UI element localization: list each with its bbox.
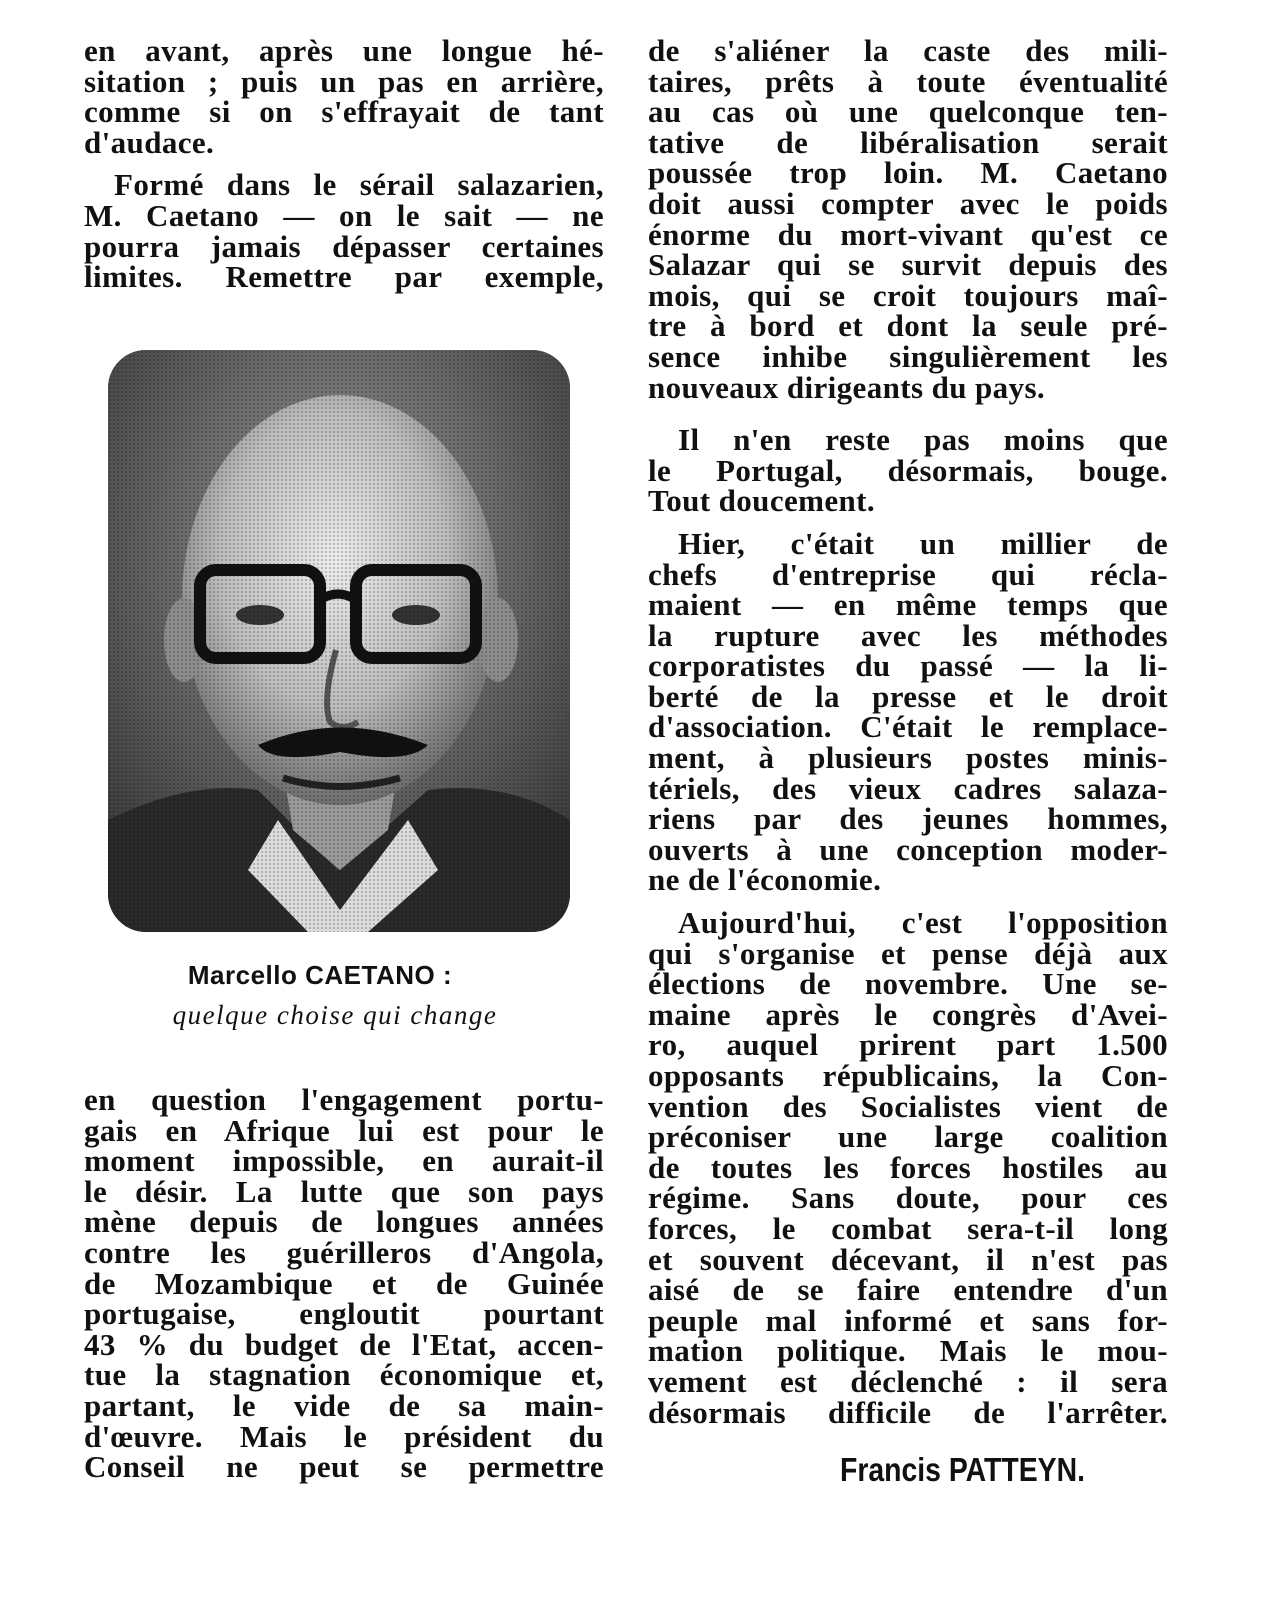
text-line: portugaise, engloutit pourtant — [84, 1296, 604, 1332]
author-signature: Francis PATTEYN. — [840, 1451, 1085, 1488]
text-line: 43 % du budget de l'Etat, accen- — [84, 1326, 604, 1362]
text-line: mation politique. Mais le mou- — [648, 1333, 1168, 1369]
text-line: ment, à plusieurs postes minis- — [648, 740, 1168, 776]
text-line: d'association. C'était le remplace- — [648, 709, 1168, 745]
text-line: corporatistes du passé — la li- — [648, 648, 1168, 684]
text-line: peuple mal informé et sans for- — [648, 1302, 1168, 1338]
text-line: partant, le vide de sa main- — [84, 1387, 604, 1423]
photo-caption-subtitle: quelque choise qui change — [172, 1000, 498, 1030]
paragraph — [648, 525, 1168, 898]
text-line: chefs d'entreprise qui récla- — [648, 556, 1168, 592]
text-line: sitation ; puis un pas en arrière, — [84, 63, 604, 99]
left-column-top — [84, 33, 604, 295]
text-line: berté de la presse et le droit — [648, 678, 1168, 714]
text-line: riens par des jeunes hommes, — [648, 801, 1168, 837]
paragraph — [84, 167, 604, 295]
paragraph — [648, 422, 1168, 519]
text-line: le désir. La lutte que son pays — [84, 1173, 604, 1209]
text-line: d'audace. — [84, 124, 215, 160]
text-line: et souvent décevant, il n'est pas — [648, 1241, 1168, 1277]
left-column-bottom — [84, 1082, 604, 1485]
text-line: la rupture avec les méthodes — [648, 617, 1168, 653]
text-line: tériels, des vieux cadres salaza- — [648, 770, 1168, 806]
text-line: M. Caetano — on le sait — ne — [84, 197, 604, 233]
text-line: ne de l'économie. — [648, 862, 882, 898]
text-line: mois, qui se croit toujours maî- — [648, 277, 1168, 313]
text-line: énorme du mort-vivant qu'est ce — [648, 216, 1168, 252]
right-column — [648, 33, 1168, 1430]
text-line: contre les guérilleros d'Angola, — [84, 1234, 604, 1270]
text-line: en avant, après une longue hé- — [84, 33, 604, 68]
text-line: taires, prêts à toute éventualité — [648, 63, 1168, 99]
text-line: d'œuvre. Mais le président du — [84, 1418, 604, 1454]
text-line: préconiser une large coalition — [648, 1119, 1168, 1155]
text-line: Aujourd'hui, c'est l'opposition — [678, 905, 1168, 941]
text-line: ro, auquel prirent part 1.500 — [648, 1027, 1168, 1063]
portrait-illustration — [108, 350, 570, 932]
text-line: forces, le combat sera-t-il long — [648, 1210, 1168, 1246]
text-line: mène depuis de longues années — [84, 1204, 604, 1240]
text-line: nouveaux dirigeants du pays. — [648, 369, 1046, 405]
text-line: Tout doucement. — [648, 483, 876, 519]
text-line: de toutes les forces hostiles au — [648, 1149, 1168, 1185]
text-line: au cas où une quelconque ten- — [648, 94, 1168, 130]
text-line: opposants républicains, la Con- — [648, 1058, 1168, 1093]
text-line: vention des Socialistes vient de — [648, 1088, 1168, 1124]
paragraph — [648, 905, 1168, 1430]
paragraph — [84, 1082, 604, 1485]
text-line: maine après le congrès d'Avei- — [648, 996, 1168, 1032]
text-line: tre à bord et dont la seule pré- — [648, 308, 1168, 344]
text-line: de s'aliéner la caste des mili- — [648, 33, 1168, 68]
text-line: Il n'en reste pas moins que — [678, 422, 1168, 458]
paragraph — [84, 33, 604, 160]
text-line: vement est déclenché : il sera — [648, 1363, 1168, 1399]
text-line: poussée trop loin. M. Caetano — [648, 155, 1168, 191]
text-line: qui s'organise et pense déjà aux — [648, 935, 1168, 971]
paragraph — [648, 33, 1168, 405]
text-line: maient — en même temps que — [648, 587, 1168, 623]
text-line: Conseil ne peut se permettre — [84, 1449, 604, 1485]
text-line: doit aussi compter avec le poids — [648, 185, 1168, 221]
text-line: le Portugal, désormais, bouge. — [648, 452, 1168, 488]
portrait-photo — [108, 350, 570, 932]
text-line: tue la stagnation économique et, — [84, 1357, 604, 1393]
text-line: élections de novembre. Une se- — [648, 966, 1168, 1002]
text-line: pourra jamais dépasser certaines — [84, 228, 604, 264]
text-line: désormais difficile de l'arrêter. — [648, 1394, 1168, 1430]
text-line: moment impossible, en aurait-il — [84, 1143, 604, 1179]
text-line: tative de libéralisation serait — [648, 124, 1168, 160]
text-line: comme si on s'effrayait de tant — [84, 94, 604, 130]
text-line: de Mozambique et de Guinée — [84, 1265, 604, 1301]
text-line: limites. Remettre par exemple, — [84, 259, 604, 295]
text-line: régime. Sans doute, pour ces — [648, 1180, 1168, 1216]
text-line: Salazar qui se survit depuis des — [648, 247, 1168, 283]
text-line: sence inhibe singulièrement les — [648, 338, 1168, 374]
text-line: aisé de se faire entendre d'un — [648, 1272, 1168, 1308]
photo-caption-name: Marcello CAETANO : — [187, 960, 453, 990]
text-line: Hier, c'était un millier de — [678, 525, 1168, 561]
text-line: en question l'engagement portu- — [84, 1082, 604, 1117]
text-line: gais en Afrique lui est pour le — [84, 1112, 604, 1148]
text-line: ouverts à une conception moder- — [648, 831, 1168, 867]
text-line: Formé dans le sérail salazarien, — [114, 167, 604, 203]
